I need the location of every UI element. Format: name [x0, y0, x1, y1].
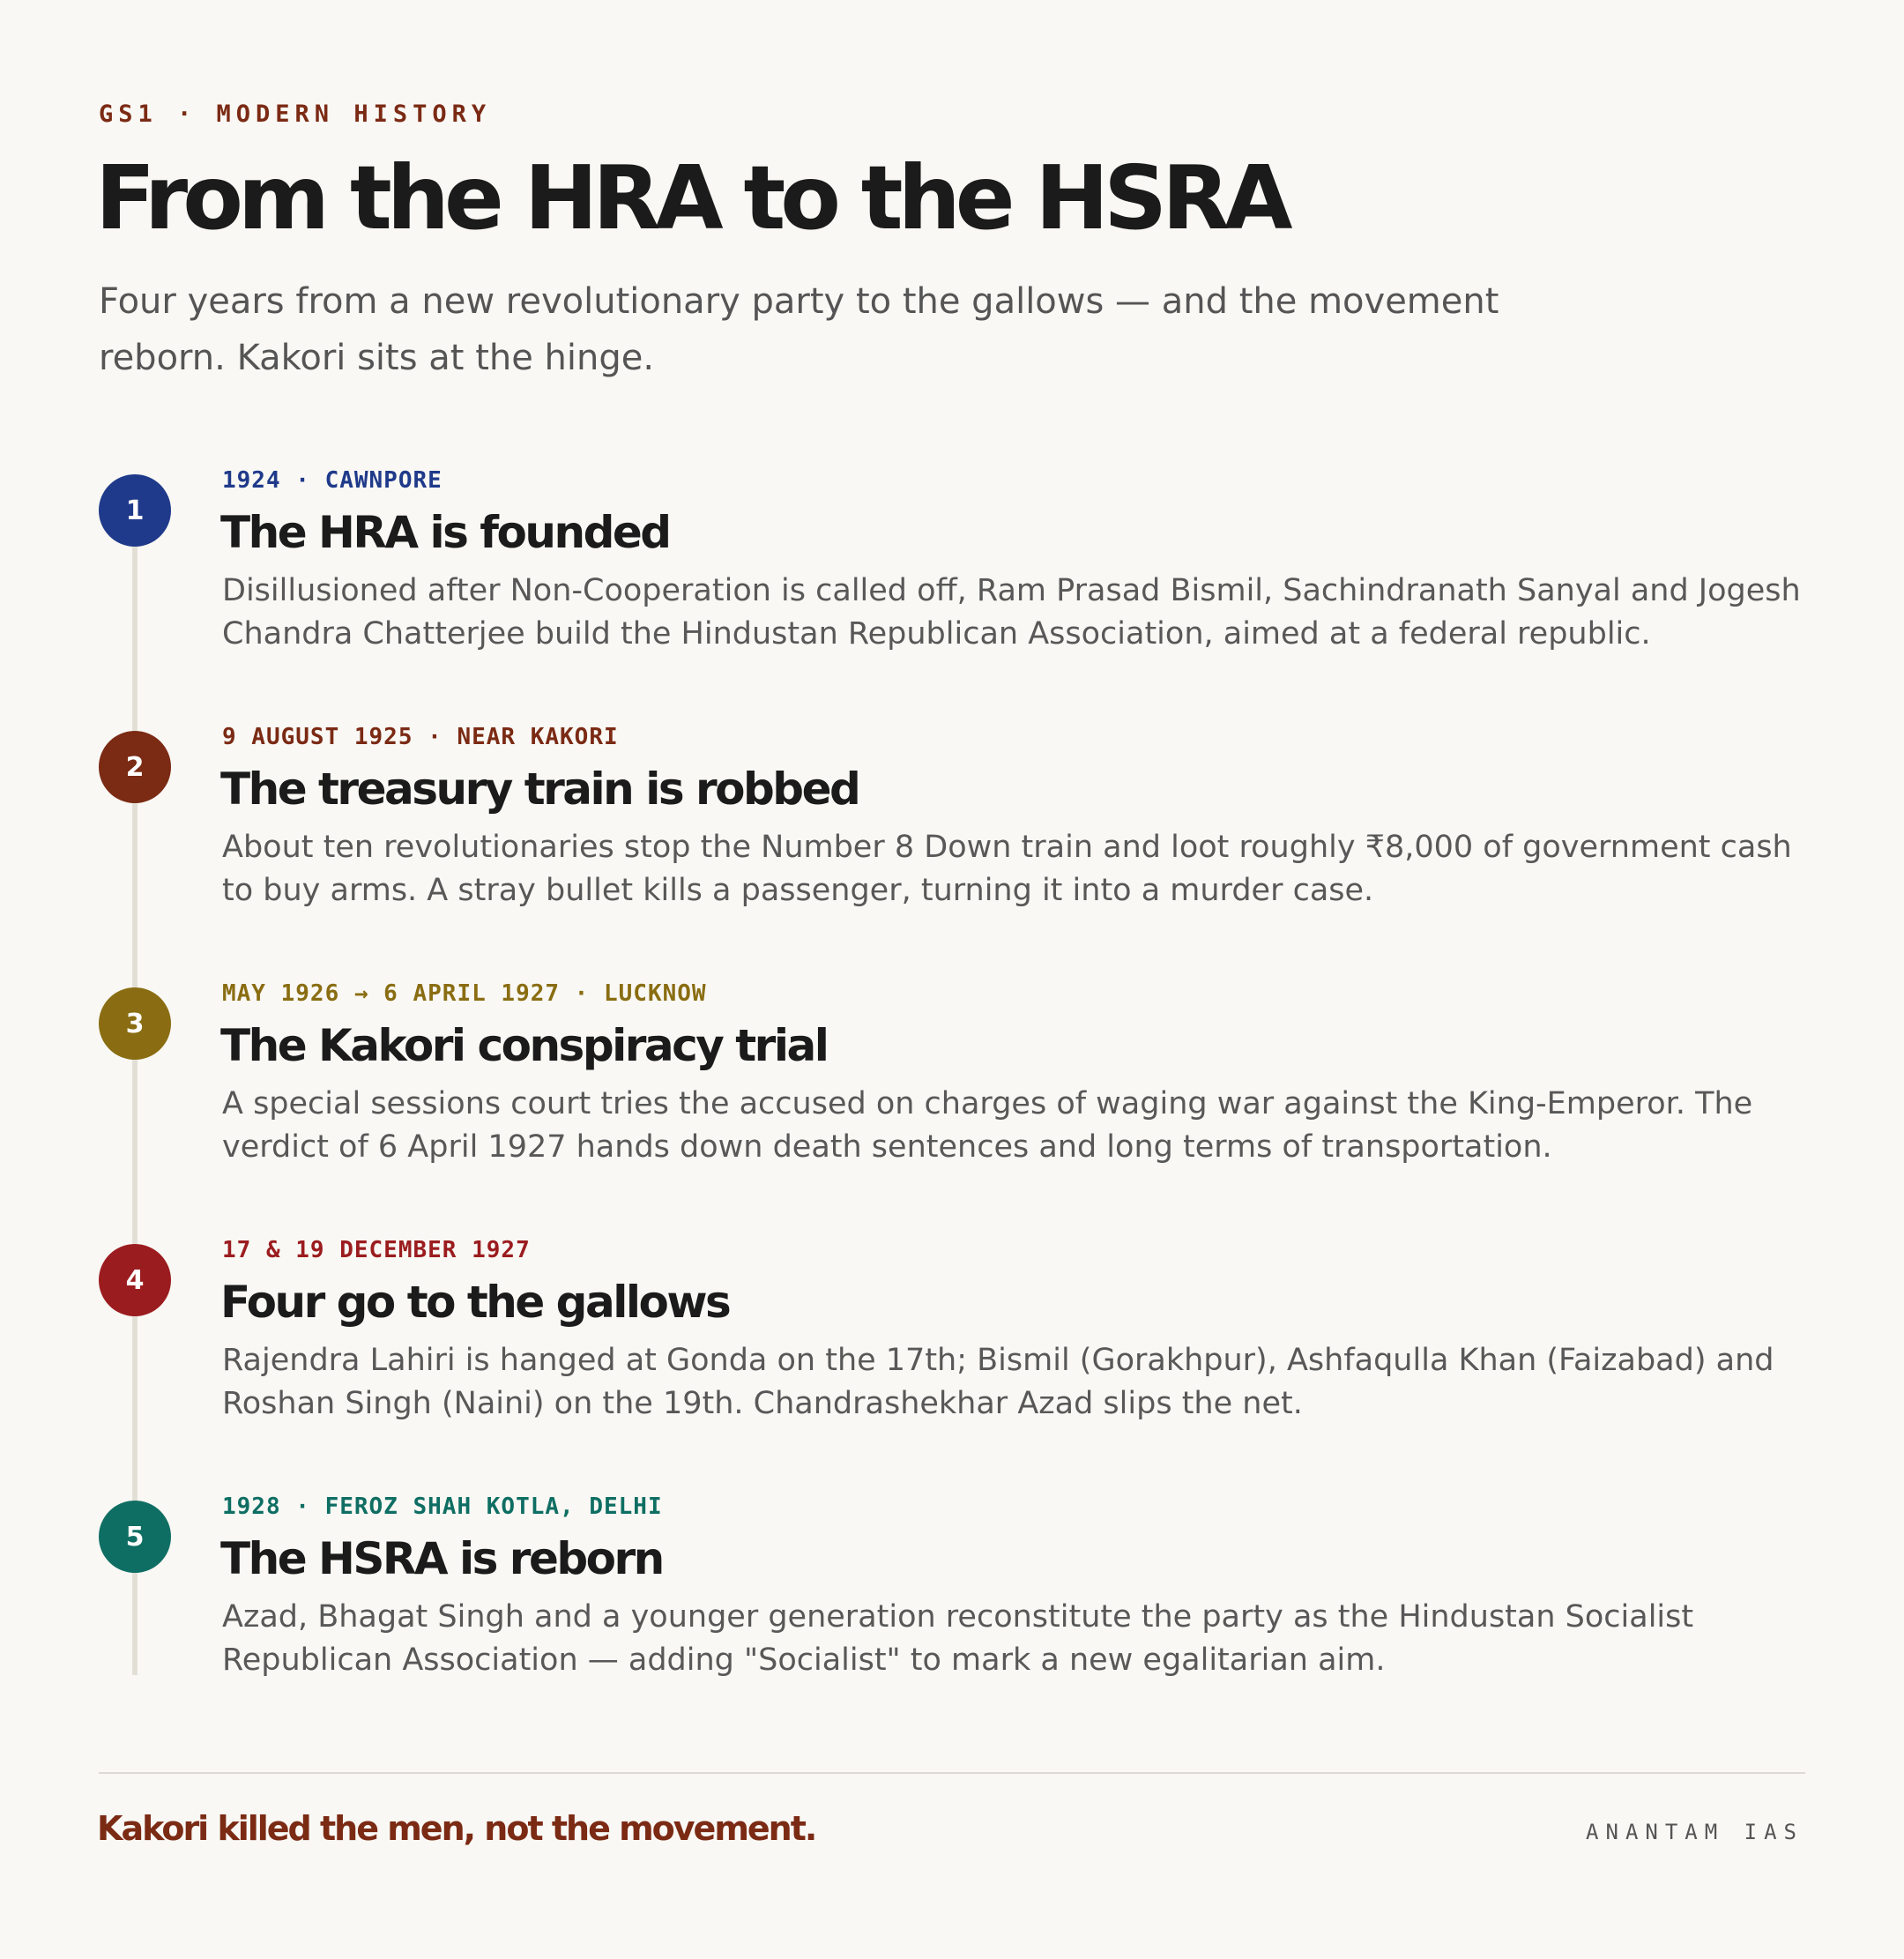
page-subtitle: Four years from a new revolutionary party to the gallows — and the movement reborn. Kakori sits at the hinge.	[99, 281, 1499, 378]
event-title: The HRA is founded	[220, 507, 670, 558]
event-date: 17 & 19 DECEMBER 1927	[222, 1237, 531, 1263]
event-description: Azad, Bhagat Singh and a younger generation reconstitute the party as the Hindustan Socialist Republican Association — adding "Socialist" to mark a new egalitarian aim.	[222, 1599, 1694, 1678]
event-date: 1924 · CAWNPORE	[222, 467, 443, 494]
event-description: Rajendra Lahiri is hanged at Gonda on the 17th; Bismil (Gorakhpur), Ashfaqulla Khan (Faizabad) and Roshan Singh (Naini) on the 19th. Chandrashekhar Azad slips the net.	[222, 1343, 1774, 1421]
event-title: The treasury train is robbed	[220, 763, 859, 815]
footer-tagline: Kakori killed the men, not the movement.	[97, 1809, 816, 1848]
event-number-badge: 5	[99, 1501, 171, 1573]
footer-divider	[99, 1772, 1805, 1774]
event-date: 1928 · FEROZ SHAH KOTLA, DELHI	[222, 1493, 663, 1520]
page-title: From the HRA to the HSRA	[95, 146, 1288, 250]
brand-name: ANANTAM IAS	[1586, 1820, 1804, 1844]
event-number-badge: 1	[99, 474, 171, 547]
event-date: 9 AUGUST 1925 · NEAR KAKORI	[222, 724, 619, 750]
event-description: About ten revolutionaries stop the Number 8 Down train and loot roughly ₹8,000 of government cash to buy arms. A stray bullet kills a passenger, turning it into a murder case.	[222, 830, 1792, 908]
event-title: The HSRA is reborn	[220, 1533, 663, 1584]
event-title: The Kakori conspiracy trial	[220, 1020, 828, 1071]
event-number-badge: 2	[99, 731, 171, 803]
event-number-badge: 4	[99, 1244, 171, 1316]
eyebrow-label: GS1 · MODERN HISTORY	[99, 101, 492, 128]
event-date: MAY 1926 → 6 APRIL 1927 · LUCKNOW	[222, 980, 707, 1007]
event-number-badge: 3	[99, 987, 171, 1060]
event-description: Disillusioned after Non-Cooperation is called off, Ram Prasad Bismil, Sachindranath Sanyal and Jogesh Chandra Chatterjee build the Hindustan Republican Association, aimed at a federal republic.	[222, 573, 1801, 652]
event-description: A special sessions court tries the accused on charges of waging war against the King-Emperor. The verdict of 6 April 1927 hands down death sentences and long terms of transportation.	[222, 1086, 1753, 1165]
event-title: Four go to the gallows	[220, 1277, 730, 1328]
